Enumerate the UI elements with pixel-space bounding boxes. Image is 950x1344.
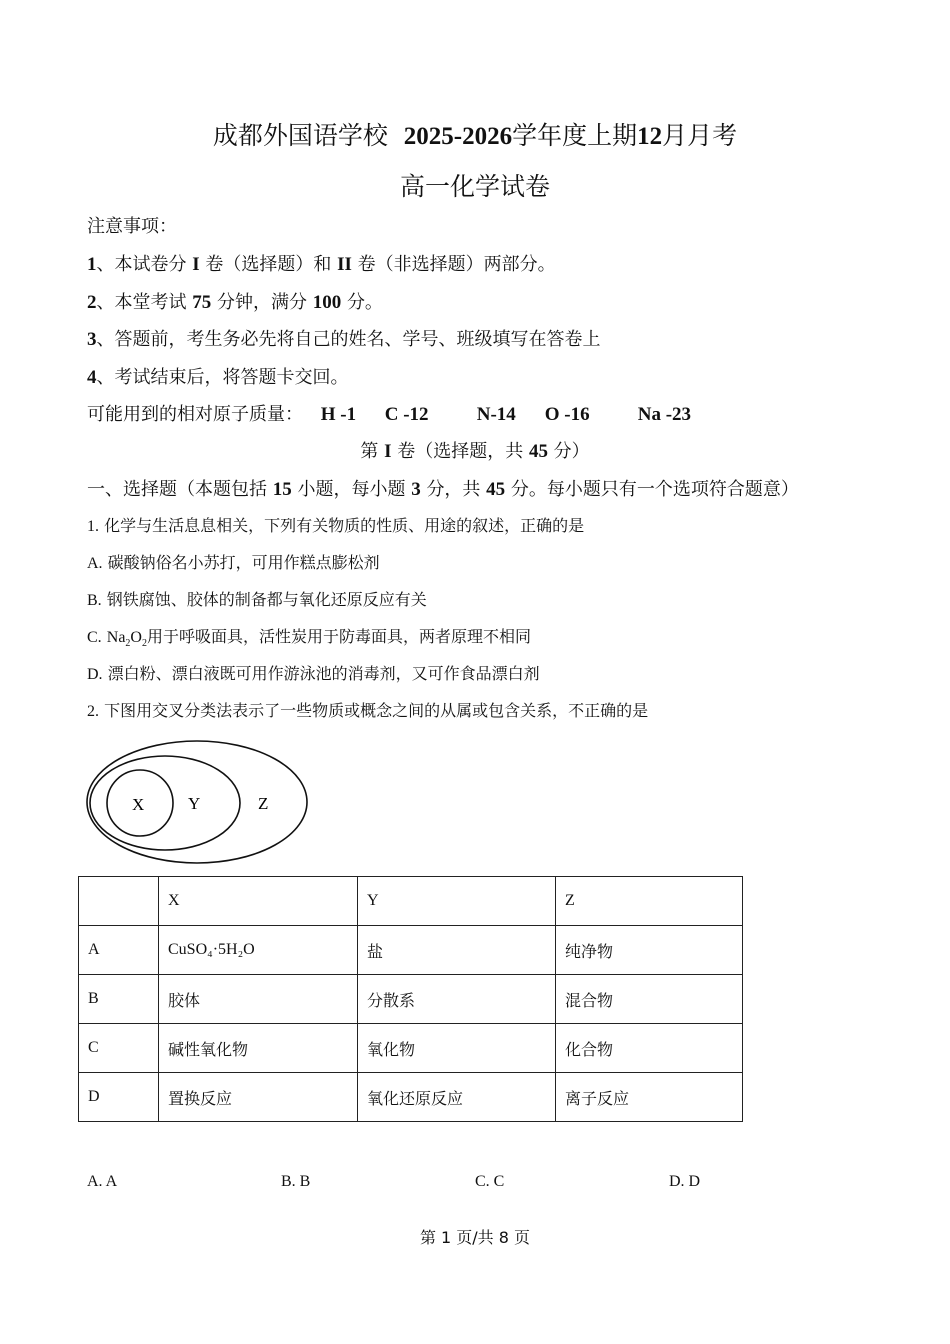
question-2-option-c: C. C [475,1173,505,1190]
question-2-option-a: A. A [87,1173,118,1190]
page-footer: 第 1 页/共 8 页 [419,1228,531,1247]
question-2-option-b: B. B [281,1173,311,1190]
label-y: Y [188,794,201,813]
table-row: B 胶体 分散系 混合物 [79,975,743,1024]
venn-diagram [80,740,320,872]
mass-h: H -1 [320,404,357,425]
table-row: C 碱性氧化物 氧化物 化合物 [79,1024,743,1073]
atomic-mass-line: 可能用到的相对原子质量： H -1 C -12 N-14 O -16 Na -23 [87,404,692,425]
table-header-row: X Y Z [79,877,743,926]
label-x: X [132,795,145,814]
table-row: A CuSO₄·5H₂O 盐 纯净物 [79,926,743,975]
notice-item-3: 3、答题前，考生务必先将自己的姓名、学号、班级填写在答卷上 [87,329,601,350]
mass-c: C -12 [384,404,429,425]
question-1-stem: 1. 化学与生活息息相关，下列有关物质的性质、用途的叙述，正确的是 [87,516,585,535]
table-row: D 置换反应 氧化还原反应 离子反应 [79,1073,743,1122]
notice-item-4: 4、考试结束后，将答题卡交回。 [87,367,349,388]
mass-o: O -16 [544,404,590,425]
classification-table [78,876,743,1122]
part-one-instructions: 一、选择题（本题包括 15 小题，每小题 3 分，共 45 分。每小题只有一个选项符合题意） [87,479,799,500]
notice-heading: 注意事项： [87,216,177,237]
notice-item-1: 1、本试卷分 I 卷（选择题）和 II 卷（非选择题）两部分。 [87,254,556,275]
section-header: 第 I 卷（选择题，共 45 分） [360,441,590,462]
question-2-option-d: D. D [669,1173,701,1190]
question-2-stem: 2. 下图用交叉分类法表示了一些物质或概念之间的从属或包含关系，不正确的是 [87,701,649,720]
mass-n: N-14 [476,404,516,425]
question-1-option-a: A. 碳酸钠俗名小苏打，可用作糕点膨松剂 [87,553,380,572]
label-z: Z [258,794,269,813]
question-1-option-c: C. $Na_2O_2$用于呼吸面具，活性炭用于防毒面具，两者原理不相同 [87,627,531,650]
exam-title: 成都外国语学校 2025-2026学年度上期12月月考 [212,121,738,150]
notice-item-2: 2、本堂考试 75 分钟，满分 100 分。 [87,292,383,313]
ellipse-y [90,756,240,850]
mass-na: Na -23 [637,404,692,425]
exam-subtitle: 高一化学试卷 [399,172,550,201]
question-1-option-d: D. 漂白粉、漂白液既可用作游泳池的消毒剂，又可作食品漂白剂 [87,664,540,683]
question-1-option-b: B. 钢铁腐蚀、胶体的制备都与氧化还原反应有关 [87,590,427,609]
